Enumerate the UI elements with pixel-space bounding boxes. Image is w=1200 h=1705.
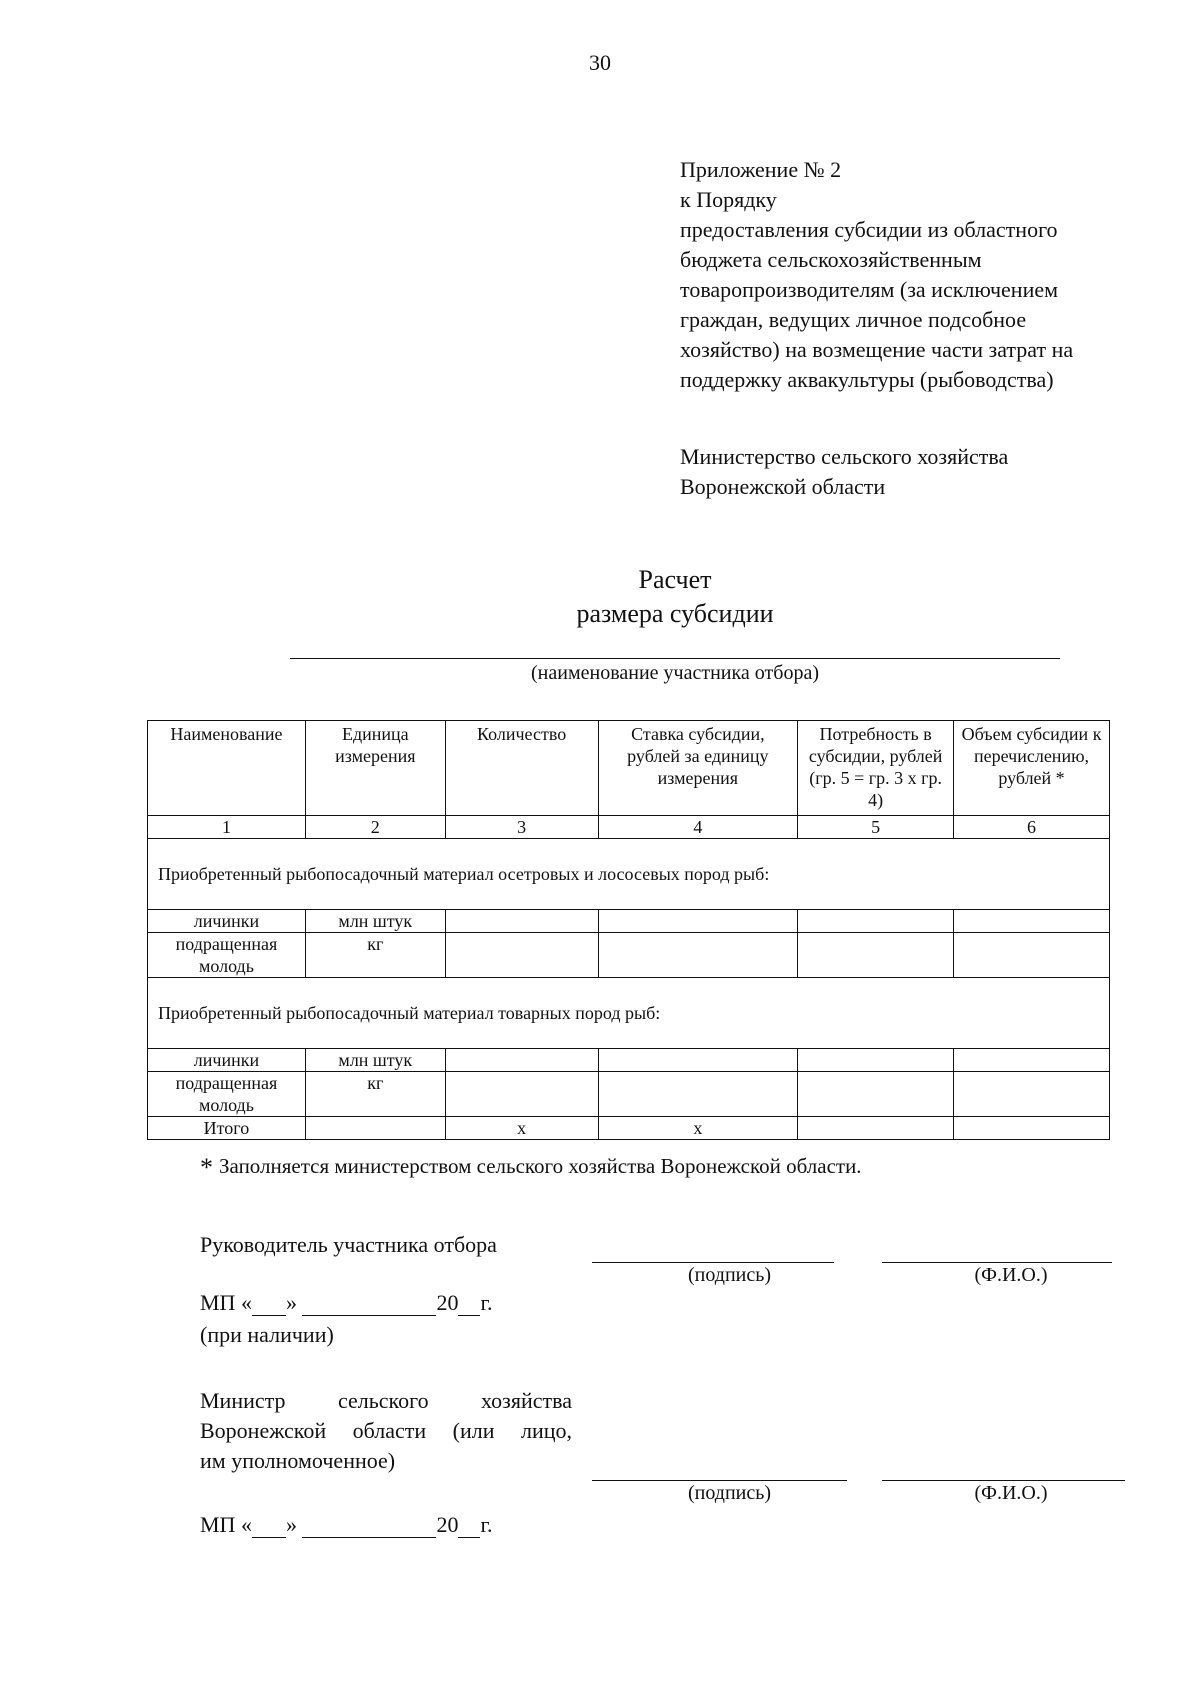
table-header-row: [148, 721, 1110, 816]
section-title: Приобретенный рыбопосадочный материал товарных пород рыб:: [148, 978, 1110, 1049]
minister-fio-line[interactable]: [882, 1480, 1125, 1481]
row-unit: кг: [305, 933, 445, 978]
row-name: личинки: [148, 910, 306, 933]
mp-mid: »: [285, 1512, 297, 1537]
need-cell[interactable]: [798, 1072, 954, 1117]
minister-signature-line[interactable]: [592, 1480, 847, 1481]
mp-date-2: [200, 1512, 493, 1538]
addressee-line: Министерство сельского хозяйства: [680, 444, 1009, 469]
table-row: [148, 1072, 1110, 1117]
appendix-line: товаропроизводителям (за исключением: [680, 277, 1059, 302]
fio-caption: (Ф.И.О.): [974, 1264, 1048, 1286]
total-row: [148, 1117, 1110, 1140]
header-cell: Количество: [445, 721, 598, 816]
appendix-line: хозяйство) на возмещение части затрат на: [680, 337, 1074, 362]
volume-cell[interactable]: [954, 933, 1110, 978]
signature-caption: (подпись): [687, 1482, 772, 1504]
header-cell: Единица измерения: [305, 721, 445, 816]
mp-suffix: г.: [480, 1512, 493, 1537]
row-unit: млн штук: [305, 910, 445, 933]
appendix-line: граждан, ведущих личное подсобное: [680, 307, 1027, 332]
document-title: [0, 563, 1200, 631]
appendix-line: предоставления субсидии из областного: [680, 217, 1058, 242]
page-number: 30: [589, 50, 611, 75]
quantity-cell[interactable]: [445, 1049, 598, 1072]
mp-prefix: МП «: [200, 1512, 252, 1537]
participant-name-line[interactable]: [290, 658, 1060, 659]
title-line: размера субсидии: [576, 599, 774, 628]
quantity-cell[interactable]: [445, 910, 598, 933]
row-name: подращенная молодь: [148, 1072, 306, 1117]
row-name: личинки: [148, 1049, 306, 1072]
need-cell[interactable]: [798, 1049, 954, 1072]
total-quantity-cell: х: [445, 1117, 598, 1140]
column-number: 2: [305, 816, 445, 839]
footnote-star: *: [200, 1153, 213, 1182]
row-unit: млн штук: [305, 1049, 445, 1072]
row-name: подращенная молодь: [148, 933, 306, 978]
section-row: [148, 978, 1110, 1049]
header-cell: Объем субсидии к перечислению, рублей *: [954, 721, 1110, 816]
section-row: [148, 839, 1110, 910]
row-unit: кг: [305, 1072, 445, 1117]
table-row: [148, 933, 1110, 978]
table-row: [148, 1049, 1110, 1072]
footnote-text: Заполняется министерством сельского хозяйства Воронежской области.: [219, 1154, 862, 1178]
mp-year: 20: [436, 1290, 459, 1315]
head-fio-line[interactable]: [882, 1262, 1112, 1263]
header-cell: Потребность в субсидии, рублей (гр. 5 = гр. 3 х гр. 4): [798, 721, 954, 816]
title-line: Расчет: [638, 565, 712, 594]
mp-year: 20: [436, 1512, 459, 1537]
need-cell[interactable]: [798, 910, 954, 933]
column-number: 3: [445, 816, 598, 839]
minister-line: им уполномоченное): [200, 1448, 396, 1473]
column-number: 6: [954, 816, 1110, 839]
month-field[interactable]: [302, 1291, 436, 1316]
column-number-row: [148, 816, 1110, 839]
total-volume-cell[interactable]: [954, 1117, 1110, 1140]
appendix-line: поддержку аквакультуры (рыбоводства): [680, 367, 1054, 392]
minister-line: Министр сельского хозяйства: [200, 1388, 572, 1413]
need-cell[interactable]: [798, 933, 954, 978]
head-label: Руководитель участника отбора: [200, 1232, 497, 1257]
fio-caption: (Ф.И.О.): [974, 1482, 1048, 1504]
volume-cell[interactable]: [954, 910, 1110, 933]
addressee-line: Воронежской области: [680, 474, 886, 499]
header-cell: Наименование: [148, 721, 306, 816]
appendix-header: [680, 155, 1160, 395]
total-unit-cell: [305, 1117, 445, 1140]
minister-label: [200, 1386, 572, 1476]
appendix-line: к Порядку: [680, 187, 777, 212]
total-label: Итого: [148, 1117, 306, 1140]
if-available-note: (при наличии): [200, 1322, 334, 1347]
signature-caption: (подпись): [687, 1264, 772, 1286]
addressee: [680, 442, 1160, 502]
appendix-line: бюджета сельскохозяйственным: [680, 247, 982, 272]
total-rate-cell: х: [598, 1117, 798, 1140]
footnote: [200, 1153, 862, 1183]
participant-caption: (наименование участника отбора): [531, 662, 819, 684]
quantity-cell[interactable]: [445, 933, 598, 978]
rate-cell[interactable]: [598, 910, 798, 933]
minister-line: Воронежской области (или лицо,: [200, 1418, 572, 1443]
column-number: 5: [798, 816, 954, 839]
day-field[interactable]: [252, 1291, 286, 1316]
column-number: 1: [148, 816, 306, 839]
month-field[interactable]: [302, 1513, 436, 1538]
quantity-cell[interactable]: [445, 1072, 598, 1117]
table-row: [148, 910, 1110, 933]
mp-date-1: [200, 1290, 493, 1316]
head-signature-line[interactable]: [592, 1262, 834, 1263]
year-field[interactable]: [458, 1291, 480, 1316]
mp-mid: »: [285, 1290, 297, 1315]
rate-cell[interactable]: [598, 933, 798, 978]
year-field[interactable]: [458, 1513, 480, 1538]
section-title: Приобретенный рыбопосадочный материал осетровых и лососевых пород рыб:: [148, 839, 1110, 910]
calculation-table: [147, 720, 1110, 1140]
mp-prefix: МП «: [200, 1290, 252, 1315]
mp-suffix: г.: [480, 1290, 493, 1315]
rate-cell[interactable]: [598, 1049, 798, 1072]
column-number: 4: [598, 816, 798, 839]
total-need-cell[interactable]: [798, 1117, 954, 1140]
appendix-line: Приложение № 2: [680, 157, 842, 182]
volume-cell[interactable]: [954, 1049, 1110, 1072]
header-cell: Ставка субсидии, рублей за единицу измерения: [598, 721, 798, 816]
rate-cell[interactable]: [598, 1072, 798, 1117]
volume-cell[interactable]: [954, 1072, 1110, 1117]
day-field[interactable]: [252, 1513, 286, 1538]
